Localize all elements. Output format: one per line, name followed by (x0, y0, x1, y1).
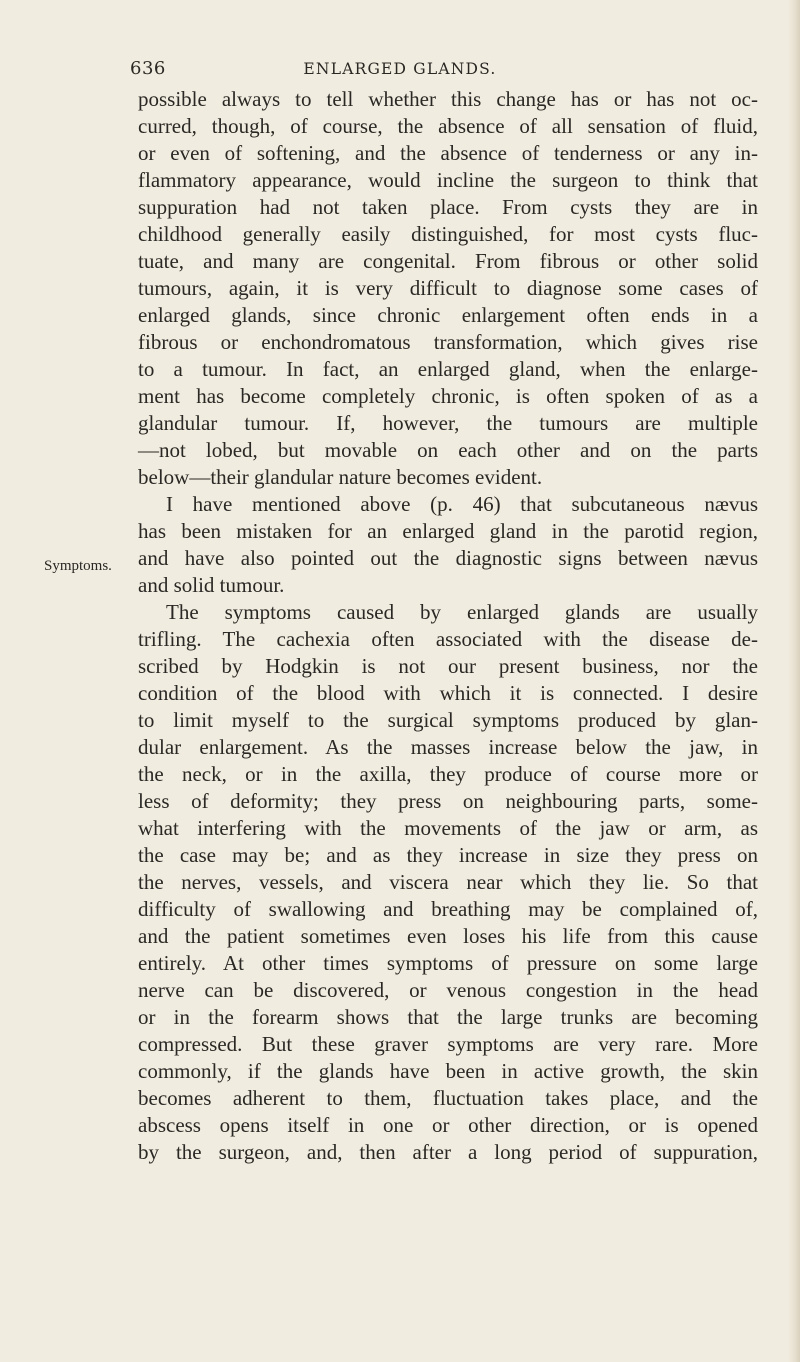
page-number: 636 (130, 58, 166, 79)
text-line: entirely. At other times symptoms of pressure on some large (138, 951, 758, 975)
text-line: fibrous or enchondromatous transformation, which gives rise (138, 330, 758, 354)
text-line: I have mentioned above (p. 46) that subcutaneous nævus (166, 492, 758, 516)
text-line: to a tumour. In fact, an enlarged gland, when the enlarge- (138, 357, 758, 381)
text-line: abscess opens itself in one or other direction, or is opened (138, 1113, 758, 1137)
text-line: commonly, if the glands have been in active growth, the skin (138, 1059, 758, 1083)
text-line: less of deformity; they press on neighbouring parts, some- (138, 789, 758, 813)
text-line: possible always to tell whether this change has or has not oc- (138, 87, 758, 111)
text-line: the case may be; and as they increase in size they press on (138, 843, 758, 867)
text-line: has been mistaken for an enlarged gland in the parotid region, (138, 519, 758, 543)
text-line: the neck, or in the axilla, they produce of course more or (138, 762, 758, 786)
text-line: dular enlargement. As the masses increase below the jaw, in (138, 735, 758, 759)
text-line: and the patient sometimes even loses his life from this cause (138, 924, 758, 948)
text-line: nerve can be discovered, or venous congestion in the head (138, 978, 758, 1002)
text-line: and solid tumour. (138, 573, 285, 597)
text-line: or in the forearm shows that the large trunks are becoming (138, 1005, 758, 1029)
text-line: —not lobed, but movable on each other and on the parts (138, 438, 758, 462)
text-line: ment has become completely chronic, is often spoken of as a (138, 384, 758, 408)
text-line: tumours, again, it is very difficult to diagnose some cases of (138, 276, 758, 300)
text-line: trifling. The cachexia often associated with the disease de- (138, 627, 758, 651)
text-line: suppuration had not taken place. From cysts they are in (138, 195, 758, 219)
text-line: or even of softening, and the absence of tenderness or any in- (138, 141, 758, 165)
margin-note-symptoms: Symptoms. (44, 558, 112, 574)
text-line: tuate, and many are congenital. From fibrous or other solid (138, 249, 758, 273)
text-line: glandular tumour. If, however, the tumours are multiple (138, 411, 758, 435)
text-line: condition of the blood with which it is connected. I desire (138, 681, 758, 705)
text-line: curred, though, of course, the absence of all sensation of fluid, (138, 114, 758, 138)
text-line: The symptoms caused by enlarged glands are usually (166, 600, 758, 624)
text-line: below—their glandular nature becomes evident. (138, 465, 543, 489)
text-line: flammatory appearance, would incline the surgeon to think that (138, 168, 758, 192)
text-line: to limit myself to the surgical symptoms produced by glan- (138, 708, 758, 732)
page-edge-shadow (788, 0, 800, 1362)
text-line: by the surgeon, and, then after a long period of suppuration, (138, 1140, 758, 1164)
text-line: childhood generally easily distinguished, for most cysts fluc- (138, 222, 758, 246)
text-line: scribed by Hodgkin is not our present business, nor the (138, 654, 758, 678)
text-line: difficulty of swallowing and breathing may be complained of, (138, 897, 758, 921)
body-text (138, 86, 758, 1166)
text-line: the nerves, vessels, and viscera near which they lie. So that (138, 870, 758, 894)
text-line: becomes adherent to them, fluctuation takes place, and the (138, 1086, 758, 1110)
page-header (0, 58, 800, 86)
text-line: enlarged glands, since chronic enlargement often ends in a (138, 303, 758, 327)
running-head: ENLARGED GLANDS. (303, 60, 497, 78)
text-line: compressed. But these graver symptoms are very rare. More (138, 1032, 758, 1056)
text-line: what interfering with the movements of the jaw or arm, as (138, 816, 758, 840)
text-line: and have also pointed out the diagnostic signs between nævus (138, 546, 758, 570)
